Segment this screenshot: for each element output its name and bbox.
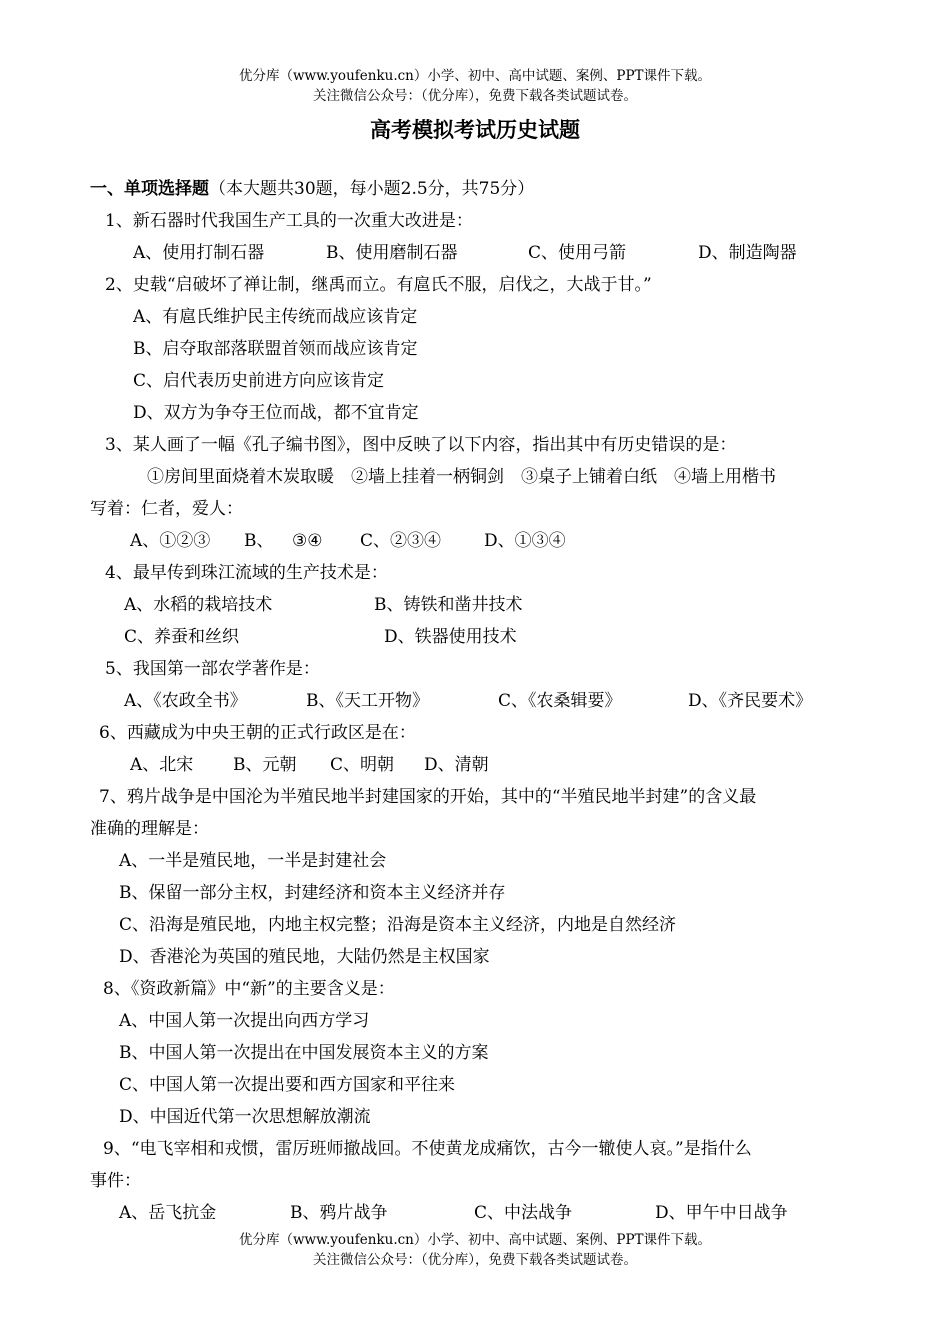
- question-8-option-d: D、中国近代第一次思想解放潮流: [119, 1107, 371, 1127]
- question-6-stem: 6、西藏成为中央王朝的正式行政区是在：: [99, 723, 416, 743]
- question-1-option-a: A、使用打制石器: [133, 243, 265, 263]
- question-3-option-b-value: ③④: [292, 531, 323, 551]
- question-2-option-c: C、启代表历史前进方向应该肯定: [133, 371, 385, 391]
- section-heading: [90, 178, 534, 200]
- question-8-option-b: B、中国人第一次提出在中国发展资本主义的方案: [119, 1043, 489, 1063]
- question-4-option-d: D、铁器使用技术: [384, 627, 517, 647]
- question-3-option-a: A、①②③: [130, 531, 211, 551]
- question-5-stem: 5、我国第一部农学著作是：: [105, 659, 320, 679]
- question-9-stem: 9、“电飞宰相和戎惯，雷厉班师撤战回。不使黄龙成痛饮，古今一辙使人哀。”是指什么: [103, 1139, 752, 1159]
- question-2-stem: 2、史载“启破坏了禅让制，继禹而立。有扈氏不服，启伐之，大战于甘。”: [105, 275, 652, 295]
- question-7-stem: 7、鸦片战争是中国沦为半殖民地半封建国家的开始，其中的“半殖民地半封建”的含义最: [99, 787, 757, 807]
- question-7-stem-line-2: 准确的理解是：: [90, 819, 209, 839]
- question-7-option-a: A、一半是殖民地，一半是封建社会: [119, 851, 387, 871]
- question-1-option-d: D、制造陶器: [698, 243, 797, 263]
- question-8-stem: 8、《资政新篇》中“新”的主要含义是：: [103, 979, 395, 999]
- section-note: （本大题共30题，每小题2.5分，共75分）: [209, 179, 535, 199]
- header-line-1: 优分库（www.youfenku.cn）小学、初中、高中试题、案例、PPT课件下载。: [238, 68, 712, 84]
- question-3-option-b: B、: [244, 531, 274, 551]
- question-2-option-a: A、有扈氏维护民主传统而战应该肯定: [133, 307, 418, 327]
- question-3-option-d: D、①③④: [484, 531, 566, 551]
- question-6-option-a: A、北宋: [130, 755, 194, 775]
- question-9-option-d: D、甲午中日战争: [655, 1203, 788, 1223]
- question-4-option-b: B、铸铁和凿井技术: [374, 595, 523, 615]
- question-5-option-a: A、《农政全书》: [124, 691, 247, 711]
- question-9-option-a: A、岳飞抗金: [119, 1203, 217, 1223]
- question-5-option-c: C、《农桑辑要》: [498, 691, 622, 711]
- question-2-option-b: B、启夺取部落联盟首领而战应该肯定: [133, 339, 418, 359]
- question-8-option-a: A、中国人第一次提出向西方学习: [119, 1011, 370, 1031]
- question-1-option-c: C、使用弓箭: [528, 243, 627, 263]
- question-4-option-c: C、养蚕和丝织: [124, 627, 240, 647]
- section-title: 一、单项选择题: [90, 179, 209, 199]
- question-4-stem: 4、最早传到珠江流域的生产技术是：: [105, 563, 388, 583]
- question-4-option-a: A、水稻的栽培技术: [124, 595, 273, 615]
- question-1-stem: 1、新石器时代我国生产工具的一次重大改进是：: [105, 211, 473, 231]
- question-9-option-b: B、鸦片战争: [290, 1203, 388, 1223]
- question-9-stem-line-2: 事件：: [90, 1171, 141, 1191]
- footer-line-1: 优分库（www.youfenku.cn）小学、初中、高中试题、案例、PPT课件下载。: [238, 1232, 712, 1248]
- question-7-option-c: C、沿海是殖民地，内地主权完整；沿海是资本主义经济，内地是自然经济: [119, 915, 677, 935]
- header-line-2: 关注微信公众号：（优分库），免费下载各类试题试卷。: [313, 88, 637, 104]
- question-6-option-d: D、清朝: [424, 755, 489, 775]
- question-6-option-b: B、元朝: [233, 755, 297, 775]
- question-5-option-b: B、《天工开物》: [306, 691, 429, 711]
- question-7-option-d: D、香港沦为英国的殖民地，大陆仍然是主权国家: [119, 947, 490, 967]
- question-7-option-b: B、保留一部分主权，封建经济和资本主义经济并存: [119, 883, 506, 903]
- question-5-option-d: D、《齐民要术》: [688, 691, 813, 711]
- question-3-stem-line-2: ①房间里面烧着木炭取暖 ②墙上挂着一柄铜剑 ③桌子上铺着白纸 ④墙上用楷书: [147, 467, 776, 487]
- question-2-option-d: D、双方为争夺王位而战，都不宜肯定: [133, 403, 419, 423]
- question-3-stem: 3、某人画了一幅《孔子编书图》，图中反映了以下内容，指出其中有历史错误的是：: [105, 435, 737, 455]
- question-3-stem-line-3: 写着：仁者，爱人：: [90, 499, 243, 519]
- page-title: 高考模拟考试历史试题: [370, 117, 580, 142]
- question-8-option-c: C、中国人第一次提出要和西方国家和平往来: [119, 1075, 456, 1095]
- question-3-option-c: C、②③④: [360, 531, 442, 551]
- question-6-option-c: C、明朝: [330, 755, 395, 775]
- question-1-option-b: B、使用磨制石器: [326, 243, 458, 263]
- footer-line-2: 关注微信公众号：（优分库），免费下载各类试题试卷。: [313, 1252, 637, 1268]
- question-9-option-c: C、中法战争: [474, 1203, 573, 1223]
